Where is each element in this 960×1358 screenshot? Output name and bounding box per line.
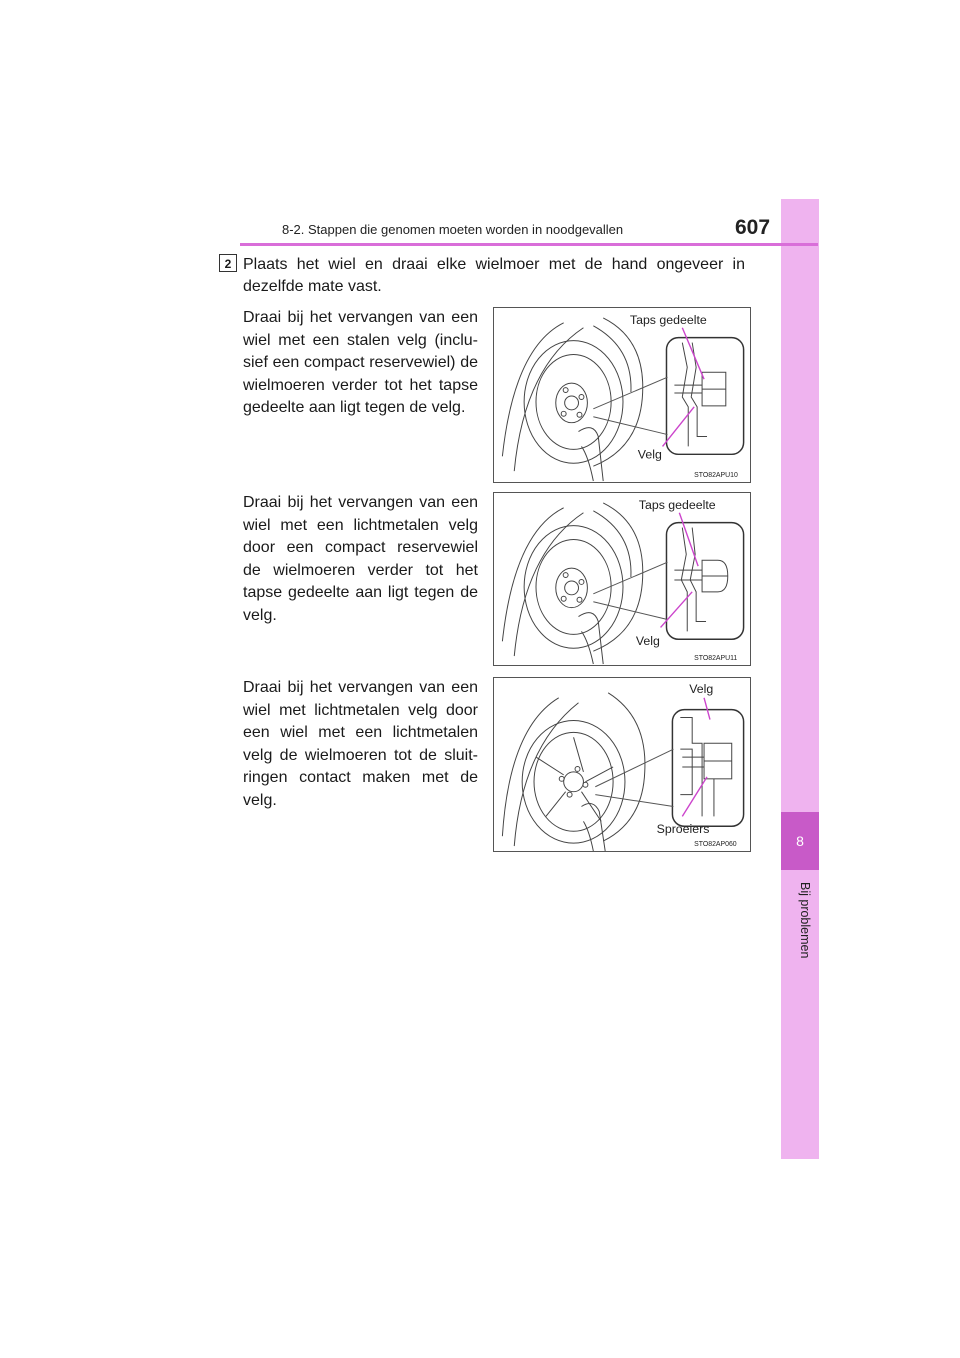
step-number-box: 2	[219, 254, 237, 272]
figure-alloy-rim-illustration	[494, 678, 750, 851]
section-title: 8-2. Stappen die genomen moeten worden in noodgevallen	[282, 222, 624, 237]
chapter-side-tab	[781, 199, 819, 1159]
figure3-label-sproeiers: Sproeiers	[656, 822, 710, 837]
figure-alloy-rim-compact	[493, 492, 751, 666]
figure1-code: STO82APU10	[694, 472, 738, 480]
figure2-code: STO82APU11	[694, 655, 738, 663]
figure-steel-rim-illustration	[494, 308, 750, 482]
figure-steel-rim	[493, 307, 751, 483]
figure1-label-taps: Taps gedeelte	[629, 312, 707, 327]
chapter-number: 8	[781, 812, 819, 870]
step-text: Plaats het wiel en draai elke wielmoer met de hand ongeveer in dezelfde mate vast.	[243, 256, 745, 295]
paragraph-alloy-rim-compact: Draai bij het vervangen van een wiel met een lichtmetalen velg door een compact reservewiel de wielmoeren verder tot het tapse gedeelte aan ligt tegen de velg.	[243, 494, 478, 624]
figure2-label-taps: Taps gedeelte	[638, 497, 716, 512]
paragraph-alloy-rim: Draai bij het vervangen van een wiel met lichtmetalen velg door een wiel met een lichtmetalen velg de wielmoeren tot de sluit-ringen contact maken met de velg.	[243, 679, 478, 809]
figure3-code: STO82AP060	[694, 841, 737, 849]
paragraph-steel-rim: Draai bij het vervangen van een wiel met een stalen velg (inclu-sief een compact reservewiel) de wielmoeren verder tot het tapse gedeelte aan ligt tegen de velg.	[243, 309, 478, 416]
figure2-label-velg: Velg	[635, 634, 660, 649]
page-number: 607	[735, 216, 771, 239]
figure3-label-velg: Velg	[689, 681, 714, 696]
figure1-label-velg: Velg	[637, 447, 662, 462]
header-rule	[240, 243, 818, 246]
chapter-title: Bij problemen	[798, 882, 812, 959]
figure-alloy-rim-compact-illustration	[494, 493, 750, 665]
figure-alloy-rim	[493, 677, 751, 852]
